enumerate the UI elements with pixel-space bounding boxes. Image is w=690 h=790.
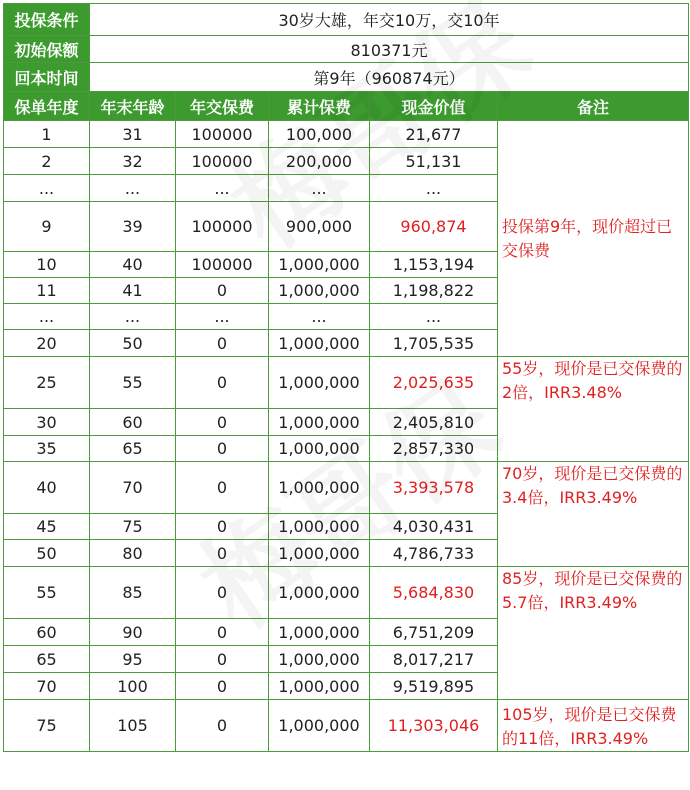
annual-premium-cell: 0 [176,646,269,673]
table-row [4,567,689,619]
cumulative-premium-cell: 1,000,000 [269,436,370,462]
annual-premium-cell: 100000 [176,202,269,252]
age-cell: ... [90,175,176,202]
age-cell: ... [90,304,176,330]
cash-value-cell: 8,017,217 [370,646,498,673]
age-cell: 75 [90,514,176,540]
cash-value-cell: 1,198,822 [370,278,498,304]
column-header: 累计保费 [269,92,370,121]
column-header: 备注 [498,92,689,121]
age-cell: 90 [90,619,176,646]
cash-value-cell: 6,751,209 [370,619,498,646]
column-header-row [4,92,689,121]
cash-value-cell: 21,677 [370,121,498,148]
policy-year-cell: 40 [4,462,90,514]
age-cell: 105 [90,700,176,752]
cash-value-cell: 11,303,046 [370,700,498,752]
annual-premium-cell: 0 [176,514,269,540]
cash-value-cell: ... [370,175,498,202]
column-header: 保单年度 [4,92,90,121]
age-cell: 70 [90,462,176,514]
policy-year-cell: 1 [4,121,90,148]
remark-cell: 105岁，现价是已交保费的11倍，IRR3.49% [498,700,689,752]
cash-value-cell: 2,857,330 [370,436,498,462]
policy-year-cell: 35 [4,436,90,462]
annual-premium-cell: 0 [176,330,269,357]
age-cell: 31 [90,121,176,148]
annual-premium-cell: 100000 [176,148,269,175]
cumulative-premium-cell: 1,000,000 [269,357,370,409]
table-row [4,357,689,409]
cumulative-premium-cell: 200,000 [269,148,370,175]
summary-row [4,4,689,36]
policy-year-cell: 10 [4,252,90,278]
remark-cell: 70岁，现价是已交保费的3.4倍，IRR3.49% [498,462,689,567]
age-cell: 60 [90,409,176,436]
policy-year-cell: 55 [4,567,90,619]
cumulative-premium-cell: 1,000,000 [269,278,370,304]
policy-year-cell: 9 [4,202,90,252]
cash-value-cell: 1,705,535 [370,330,498,357]
annual-premium-cell: 0 [176,278,269,304]
cash-value-cell: 960,874 [370,202,498,252]
summary-value: 30岁大雄，年交10万，交10年 [90,4,689,36]
cumulative-premium-cell: 1,000,000 [269,462,370,514]
policy-year-cell: 70 [4,673,90,700]
policy-year-cell: ... [4,304,90,330]
table-row [4,462,689,514]
table-row [4,700,689,752]
annual-premium-cell: 100000 [176,252,269,278]
age-cell: 32 [90,148,176,175]
age-cell: 41 [90,278,176,304]
column-header: 年末年龄 [90,92,176,121]
summary-label: 回本时间 [4,63,90,92]
policy-year-cell: 65 [4,646,90,673]
annual-premium-cell: 100000 [176,121,269,148]
column-header: 年交保费 [176,92,269,121]
cumulative-premium-cell: 1,000,000 [269,409,370,436]
age-cell: 100 [90,673,176,700]
summary-label: 投保条件 [4,4,90,36]
age-cell: 80 [90,540,176,567]
cash-value-cell: ... [370,304,498,330]
cumulative-premium-cell: 1,000,000 [269,619,370,646]
insurance-table [3,3,689,752]
policy-year-cell: 60 [4,619,90,646]
summary-value: 第9年（960874元） [90,63,689,92]
cash-value-cell: 3,393,578 [370,462,498,514]
policy-year-cell: 50 [4,540,90,567]
policy-year-cell: 30 [4,409,90,436]
annual-premium-cell: 0 [176,436,269,462]
policy-year-cell: 45 [4,514,90,540]
annual-premium-cell: 0 [176,540,269,567]
summary-row [4,63,689,92]
cumulative-premium-cell: 1,000,000 [269,330,370,357]
annual-premium-cell: 0 [176,619,269,646]
cumulative-premium-cell: 1,000,000 [269,252,370,278]
cash-value-cell: 1,153,194 [370,252,498,278]
cumulative-premium-cell: 900,000 [269,202,370,252]
cash-value-cell: 4,786,733 [370,540,498,567]
policy-year-cell: 2 [4,148,90,175]
policy-year-cell: 20 [4,330,90,357]
column-header: 现金价值 [370,92,498,121]
cash-value-cell: 2,025,635 [370,357,498,409]
cash-value-cell: 5,684,830 [370,567,498,619]
policy-year-cell: 11 [4,278,90,304]
annual-premium-cell: 0 [176,462,269,514]
cumulative-premium-cell: 1,000,000 [269,673,370,700]
cash-value-cell: 2,405,810 [370,409,498,436]
remark-cell: 85岁，现价是已交保费的5.7倍，IRR3.49% [498,567,689,700]
annual-premium-cell: 0 [176,567,269,619]
age-cell: 40 [90,252,176,278]
age-cell: 55 [90,357,176,409]
cumulative-premium-cell: 1,000,000 [269,514,370,540]
annual-premium-cell: 0 [176,700,269,752]
summary-label: 初始保额 [4,36,90,63]
age-cell: 95 [90,646,176,673]
cash-value-cell: 4,030,431 [370,514,498,540]
remark-cell: 投保第9年，现价超过已交保费 [498,121,689,357]
annual-premium-cell: 0 [176,673,269,700]
cumulative-premium-cell: 1,000,000 [269,700,370,752]
age-cell: 65 [90,436,176,462]
summary-value: 810371元 [90,36,689,63]
table-row [4,121,689,148]
annual-premium-cell: 0 [176,357,269,409]
cash-value-cell: 9,519,895 [370,673,498,700]
summary-row [4,36,689,63]
remark-cell: 55岁，现价是已交保费的2倍，IRR3.48% [498,357,689,462]
policy-year-cell: 25 [4,357,90,409]
cumulative-premium-cell: 1,000,000 [269,567,370,619]
annual-premium-cell: ... [176,304,269,330]
cumulative-premium-cell: 1,000,000 [269,646,370,673]
age-cell: 50 [90,330,176,357]
cumulative-premium-cell: 100,000 [269,121,370,148]
age-cell: 85 [90,567,176,619]
cash-value-cell: 51,131 [370,148,498,175]
policy-year-cell: ... [4,175,90,202]
policy-year-cell: 75 [4,700,90,752]
cumulative-premium-cell: ... [269,304,370,330]
annual-premium-cell: 0 [176,409,269,436]
cumulative-premium-cell: 1,000,000 [269,540,370,567]
cumulative-premium-cell: ... [269,175,370,202]
age-cell: 39 [90,202,176,252]
annual-premium-cell: ... [176,175,269,202]
